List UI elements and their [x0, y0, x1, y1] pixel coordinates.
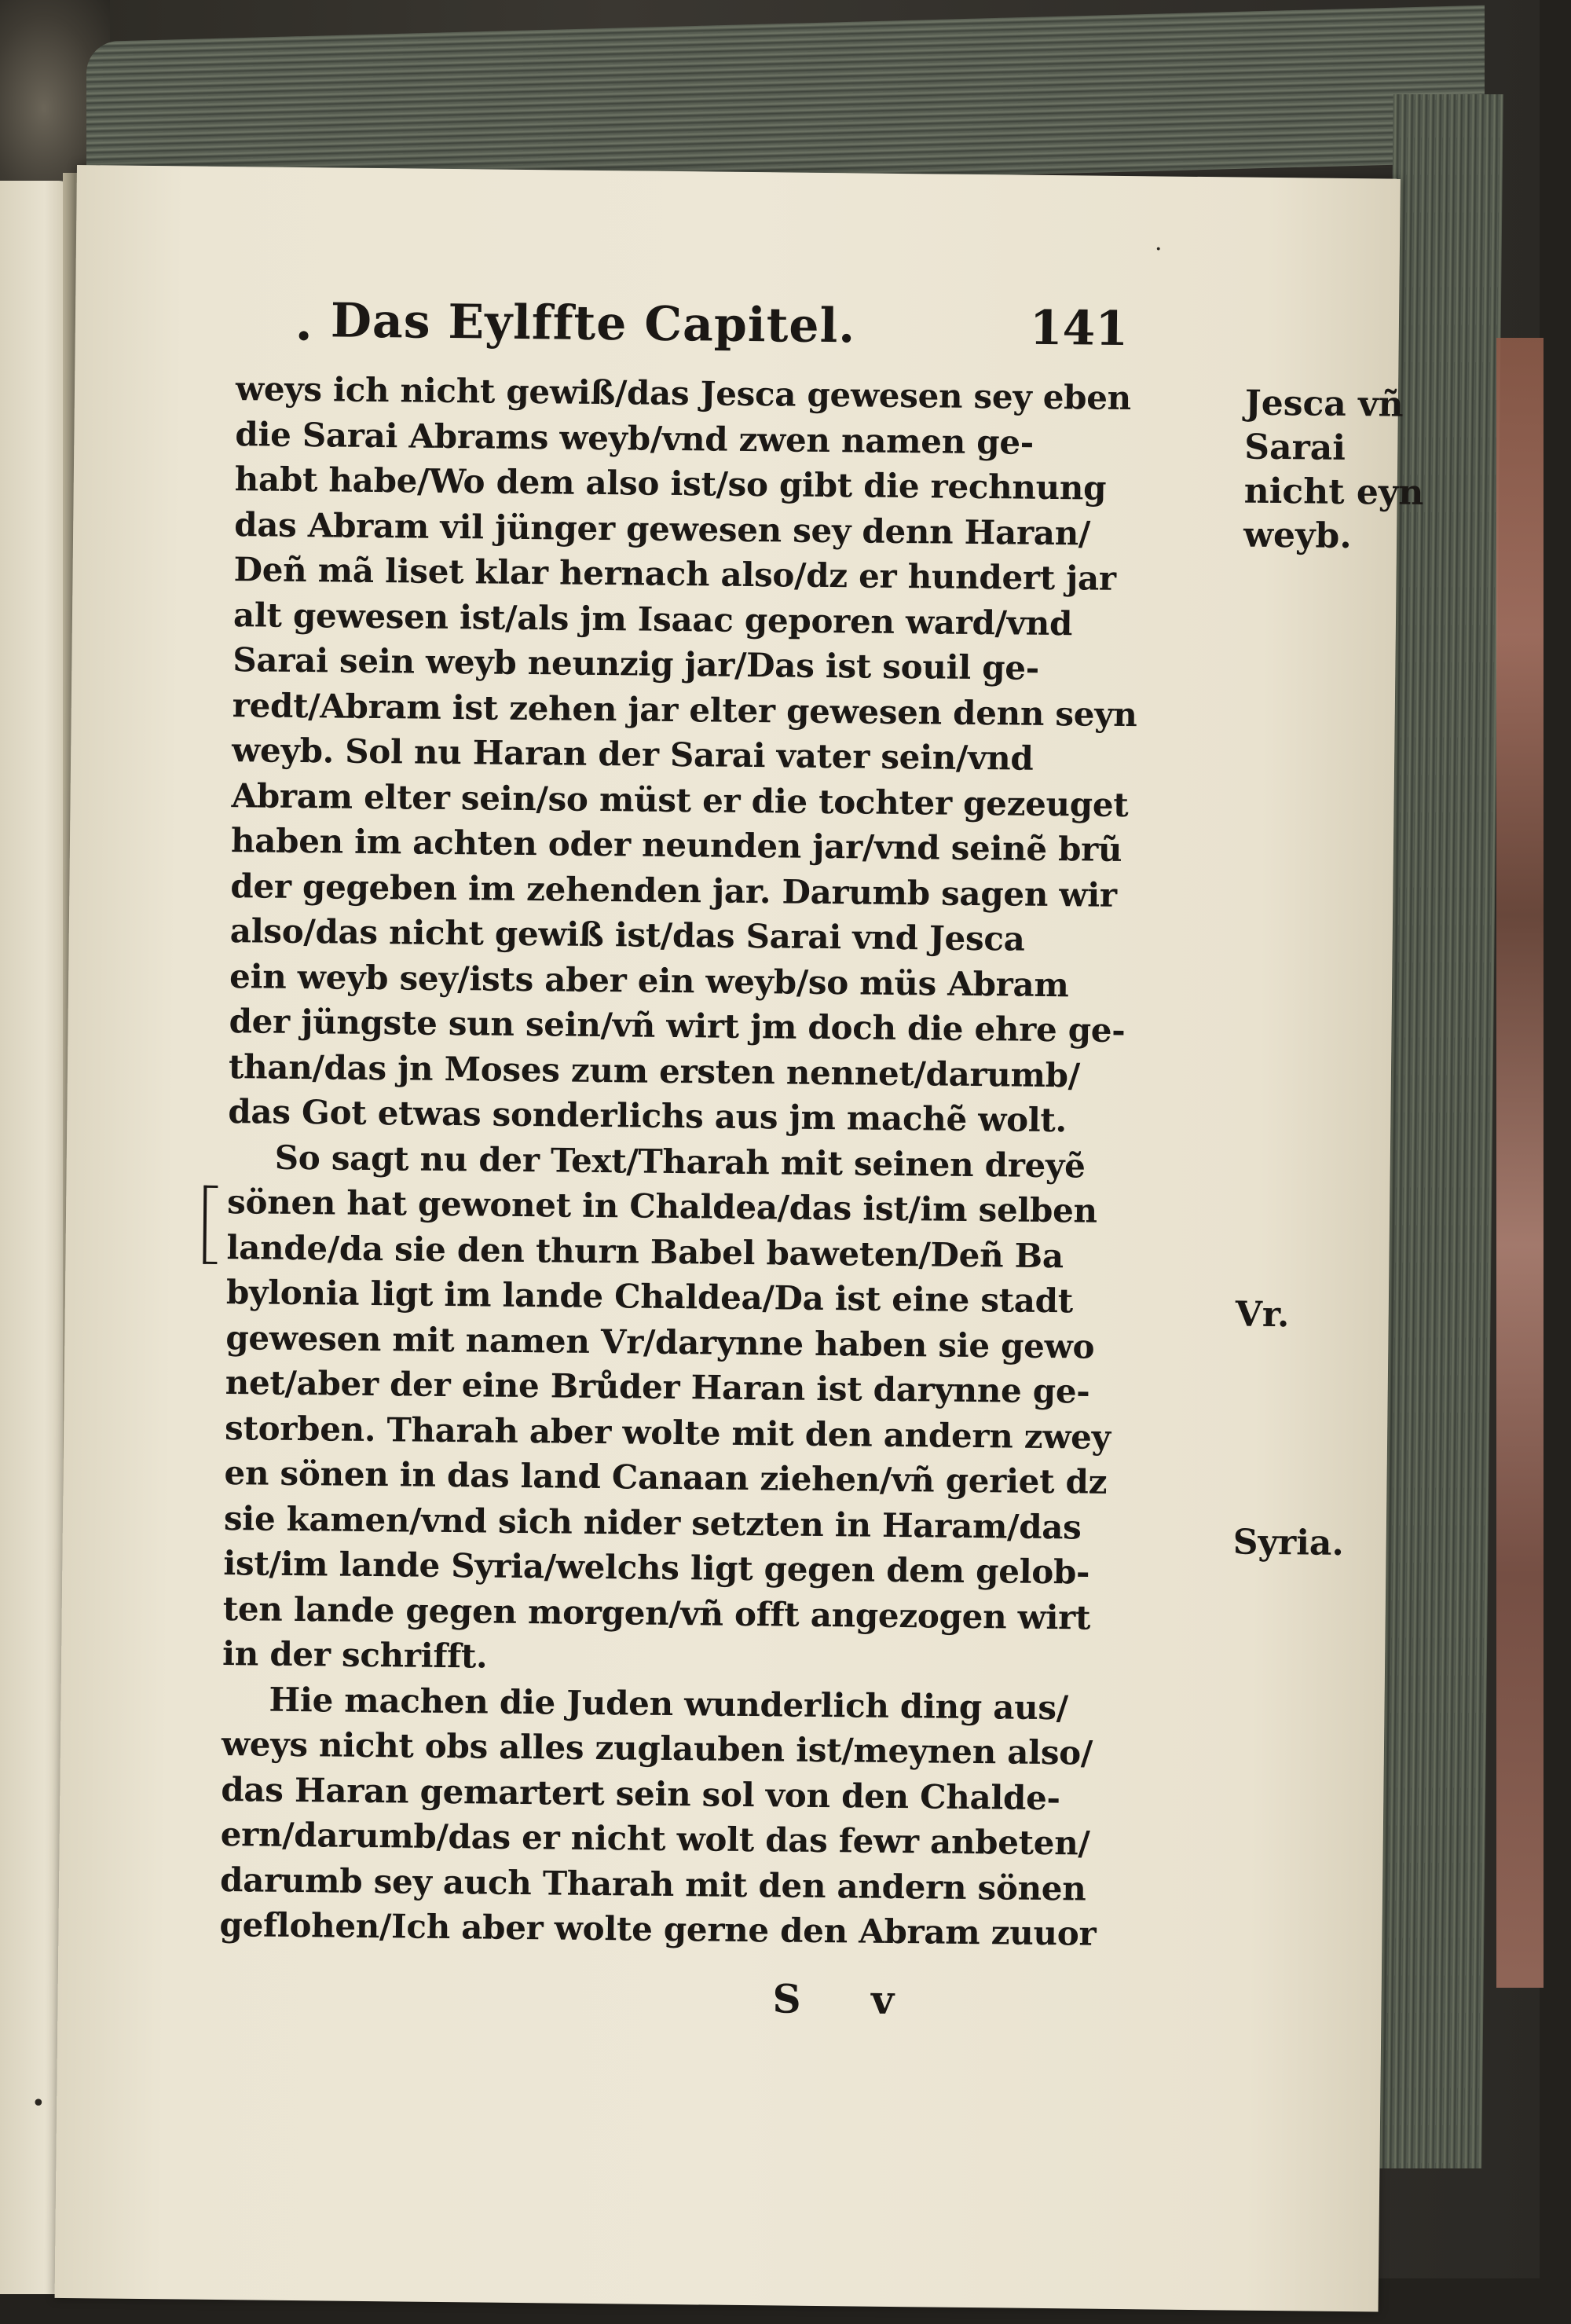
text-line: Deñ mã liset klar hernach also/dz er hundert jar: [233, 550, 1117, 598]
margin-note-line: nicht eyn: [1243, 471, 1424, 513]
text-line: bylonia ligt im lande Chaldea/Da ist eine stadt: [225, 1273, 1074, 1321]
text-line: Sarai sein weyb neunzig jar/Das ist souil ge-: [233, 640, 1040, 687]
text-line: ern/darumb/das er nicht wolt das fewr anbeten/: [220, 1815, 1090, 1863]
paper-speck: ·: [1155, 236, 1163, 263]
text-line: gewesen mit namen Vr/darynne haben sie gewo: [225, 1318, 1095, 1366]
text-line: geflohen/Ich aber wolte gerne den Abram zuuor: [219, 1905, 1097, 1953]
margin-note-line: Vr.: [1235, 1294, 1290, 1336]
text-line: redt/Abram ist zehen jar elter gewesen denn seyn: [232, 685, 1137, 734]
paragraph-bracket: [203, 1186, 218, 1264]
text-line: die Sarai Abrams weyb/vnd zwen namen ge-: [235, 414, 1035, 462]
text-line: habt habe/Wo dem also ist/so gibt die rechnung: [234, 460, 1107, 508]
text-line: ten lande gegen morgen/vñ offt angezogen wirt: [222, 1589, 1091, 1637]
text-line: der gegeben im zehenden jar. Darumb sagen wir: [230, 866, 1118, 915]
text-line: haben im achten oder neunden jar/vnd seinẽ brũ: [230, 821, 1122, 869]
text-line-content: sönen hat gewonet in Chaldea/das ist/im selben: [226, 1182, 1098, 1230]
text-line: lande/da sie den thurn Babel baweten/Deñ Ba: [226, 1227, 1064, 1275]
running-header: [236, 292, 1242, 372]
text-line: in der schrifft.: [222, 1634, 488, 1676]
marbled-edge: [1496, 338, 1544, 1988]
text-line: So sagt nu der Text/Tharah mit seinen dreyẽ: [274, 1138, 1086, 1186]
text-line: also/das nicht gewiß ist/das Sarai vnd Jesca: [229, 911, 1025, 959]
text-line: Abram elter sein/so müst er die tochter gezeuget: [231, 775, 1129, 824]
text-line: than/das jn Moses zum ersten nennet/darumb/: [228, 1047, 1081, 1094]
margin-note-line: weyb.: [1243, 515, 1352, 557]
text-line: sie kamen/vnd sich nider setzten in Haram/das: [223, 1498, 1082, 1546]
chapter-title: Das Eylffte Capitel.: [330, 293, 856, 354]
text-block: [219, 292, 1242, 1958]
recto-page: [55, 165, 1424, 2311]
text-line: der jüngste sun sein/vñ wirt jm doch die ehre ge-: [229, 1002, 1126, 1050]
text-line: net/aber der eine Brůder Haran ist darynne ge-: [225, 1363, 1090, 1411]
text-line: ist/im lande Syria/welchs ligt gegen dem gelob-: [223, 1544, 1090, 1592]
signature-mark: S v: [772, 1975, 923, 2024]
text-line: alt gewesen ist/als jm Isaac geporen ward/vnd: [233, 595, 1073, 643]
text-line: ein weyb sey/ists aber ein weyb/so müs Abram: [229, 956, 1069, 1004]
header-ornament: •: [295, 321, 313, 354]
text-line: das Got etwas sonderlichs aus jm machẽ wolt.: [228, 1092, 1067, 1140]
margin-note-line: Sarai: [1244, 427, 1346, 468]
text-line: Hie machen die Juden wunderlich ding aus/: [269, 1680, 1069, 1727]
margin-note-jesca: [1243, 382, 1425, 559]
folio-number: 141: [1029, 300, 1129, 357]
text-line: weys nicht obs alles zuglauben ist/meynen also/: [221, 1725, 1093, 1772]
text-line: das Abram vil jünger gewesen sey denn Haran/: [233, 504, 1091, 553]
text-line: weys ich nicht gewiß/das Jesca gewesen sey eben: [235, 369, 1132, 418]
text-line: storben. Tharah aber wolte mit den andern zwey: [224, 1408, 1111, 1457]
margin-note-line: Syria.: [1232, 1522, 1345, 1563]
margin-note-syria: [1232, 1521, 1344, 1566]
margin-note-vr: [1235, 1293, 1289, 1338]
paper-speck: •: [31, 2090, 46, 2117]
text-line: weyb. Sol nu Haran der Sarai vater sein/vnd: [231, 731, 1034, 778]
text-line: das Haran gemartert sein sol von den Chalde-: [221, 1769, 1060, 1817]
text-line: en sönen in das land Canaan ziehen/vñ geriet dz: [224, 1453, 1108, 1501]
margin-note-line: Jesca vñ: [1244, 383, 1404, 425]
text-line: darumb sey auch Tharah mit den andern sönen: [219, 1860, 1086, 1908]
